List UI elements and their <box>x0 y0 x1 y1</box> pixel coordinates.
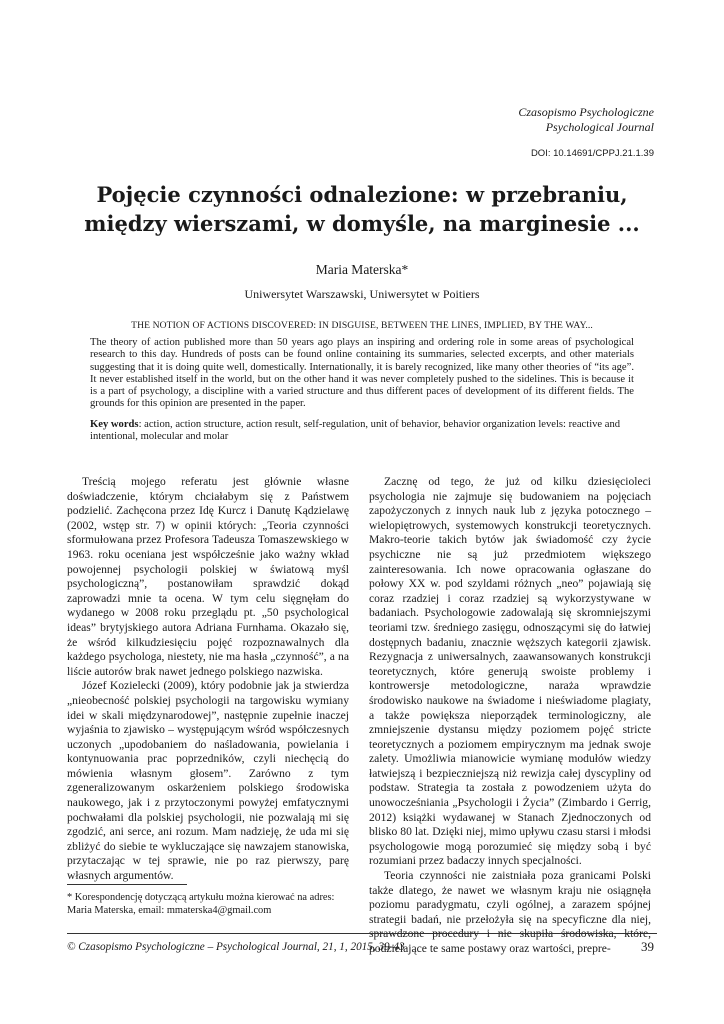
footer-rule <box>67 933 657 934</box>
body-column-right <box>369 475 651 957</box>
footnote-line-2: Maria Materska, email: mmaterska4@gmail.com <box>67 904 272 916</box>
paragraph: Zacznę od tego, że już od kilku dziesięcioleci psychologia nie zajmuje się budowaniem na pojęciach zapożyczonych z innych nauk lub z języka potocznego – wielopiętrowych, systemowych konstrukcji teoretycznych. Makro-teorie takich bytów jak świadomość czy życie psychiczne nie są już przedmiotem większego zainteresowania. Ich nowe opracowania ogłaszane do połowy XX w. pod szyldami różnych „neo” pojawiają się coraz rzadziej i coraz rzadziej są wykorzystywane w badaniach. Psychologowie zadowalają się skromniejszymi teoriami tzw. średniego zasięgu, odnoszącymi się do łatwiej dostępnych badaniu, znacznie węższych kategorii zjawisk. Rezygnacja z uniwersalnych, zaawansowanych konstrukcji teoretycznych, które generują swoiste problemy i kontrowersje metodologiczne, naraża wprawdzie środowisko naukowe na świadome i nieświadome plagiaty, a także powiększa nieporządek terminologiczny, ale zmniejszenie dystansu między poziomem pojęć stricte teoretycznych a poziomem empirycznym ma jednak swoje zalety. Umożliwia mianowicie wymianę modułów wiedzy łatwiejszą i bezpieczniejszą niż rewizja całej dyscypliny od podstaw. Strategia ta została z powodzeniem użyta do unowocześniania „Psychologii i Życia” (Zimbardo i Gerrig, 2012) książki wydawanej w Stanach Zjednoczonych od blisko 80 lat. Dzięki niej, mimo upływu czasu starsi i młodsi psychologowie mogą porozumieć się między sobą i być rozumiani przez badaczy innych specjalności. <box>369 475 651 868</box>
title-line-2: między wierszami, w domyśle, na marginesie ... <box>84 211 640 236</box>
journal-name-english: Psychological Journal <box>545 120 654 134</box>
abstract: The theory of action published more than 50 years ago plays an inspiring and ordering role in some areas of psychological research to this day. Hundreds of posts can be found online containing its summaries, selected excerpts, and other materials suggesting that it is doing quite well, domestically. Internationally, it is barely recognized, like many other theories of “its age”. It never established itself in the world, but on the other hand it was never completely pushed to the sidelines. This is because it is a part of psychology, a discipline with a varied structure and thus different paces of development of its different fields. The grounds for this opinion are presented in the paper. <box>90 337 634 410</box>
author: Maria Materska* <box>315 262 409 277</box>
footnote-separator <box>67 884 187 885</box>
article-title <box>0 180 724 238</box>
keywords-text: : action, action structure, action result, self-regulation, unit of behavior, behavior organization levels: reactive and intentional, molecular and molar <box>90 419 621 443</box>
affiliation: Uniwersytet Warszawski, Uniwersytet w Poitiers <box>244 287 480 301</box>
journal-name-polish: Czasopismo Psychologiczne <box>518 105 654 119</box>
body-column-left <box>67 475 349 884</box>
footer-citation: © Czasopismo Psychologiczne – Psychological Journal, 21, 1, 2015, 39-43 <box>67 941 405 953</box>
title-line-1: Pojęcie czynności odnalezione: w przebraniu, <box>96 182 628 207</box>
english-title: THE NOTION OF ACTIONS DISCOVERED: IN DISGUISE, BETWEEN THE LINES, IMPLIED, BY THE WAY... <box>131 320 593 331</box>
keywords <box>90 419 640 444</box>
paragraph: Treścią mojego referatu jest głównie własne doświadczenie, którym chciałabym się z Państwem podzielić. Zachęcona przez Idę Kurcz i Danutę Kądzielawę (2002, wstęp str. 7) w opinii których: „Teoria czynności sformułowana przez Profesora Tadeusza Tomaszewskiego w 1963. roku oceniana jest współcześnie jako ważny wkład powojennej psychologii polskiej w światową myśl psychologiczną”, postanowiłam sprawdzić dokąd zaprowadzi mnie ta ocena. W tym celu sięgnęłam do wydanego w 2008 roku przeglądu pt. „50 psychological ideas” brytyjskiego autora Adriana Furnhama. Okazało się, że wśród kilkudziesięciu pojęć rozpoznawalnych dla każdego psychologa, niestety, nie ma hasła „czynność”, a na liście autorów brak nawet jednego polskiego nazwiska. <box>67 475 349 678</box>
footnote <box>67 892 357 917</box>
paragraph: Józef Kozielecki (2009), który podobnie jak ja stwierdza „nieobecność polskiej psychologii na targowisku wymiany idei w skali międzynarodowej”, następnie zupełnie inaczej wyjaśnia to zjawisko – występującym wśród współczesnych uczonych „upodobaniem do naśladowania, powielania i kontynuowania prac poprzedników, czyli niechęcią do mówienia własnym głosem”. Zarówno z tym zgeneralizowanym oskarżeniem polskiego środowiska naukowego, jak i z przytoczonymi powyżej emfatycznymi pochwałami dla polskiej psychologii, nie pozwalają mi się zgodzić, ani serce, ani rozum. Mam nadzieję, że uda mi się zbliżyć do siebie te wykluczające się nawzajem stanowiska, przytaczając w tej sprawie, nie po raz pierwszy, parę własnych argumentów. <box>67 679 349 883</box>
footnote-line-1: * Korespondencję dotyczącą artykułu można kierować na adres: <box>67 892 335 903</box>
keywords-label: Key words <box>90 419 139 430</box>
doi: DOI: 10.14691/CPPJ.21.1.39 <box>530 148 654 159</box>
page-number: 39 <box>641 939 654 954</box>
paragraph: Teoria czynności nie zaistniała poza granicami Polski także dlatego, że nawet we własnym kraju nie osiągnęła poziomu paradygmatu, czyli ogólnej, a zarazem spójnej strategii badań, nie przełożyła się na specyficzne dla niej, sprawdzone procedury i nie skupiła środowiska, które, podzielające te same postawy oraz wartości, prepre- <box>369 869 651 955</box>
